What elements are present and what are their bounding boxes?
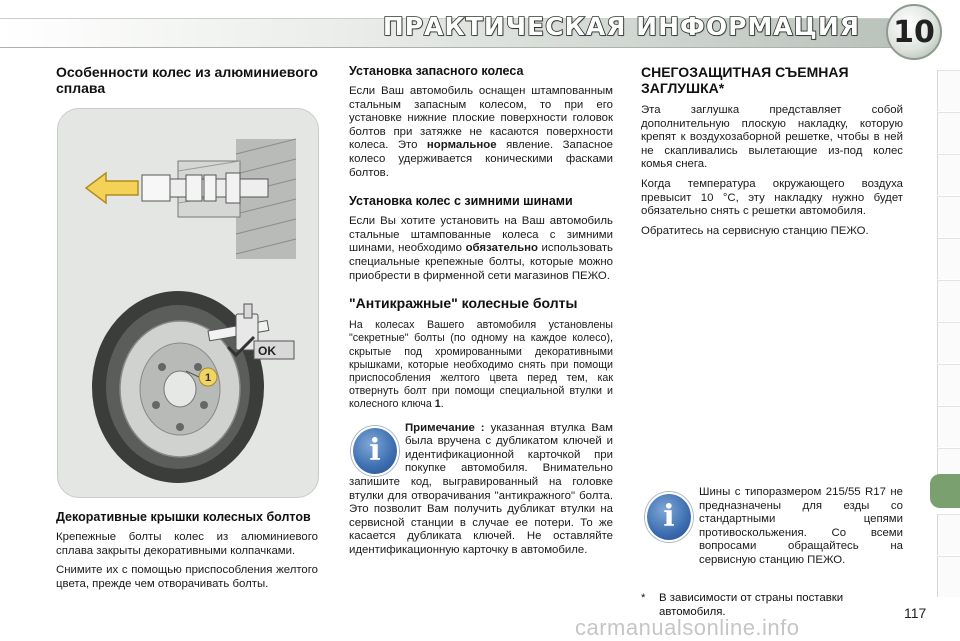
snow-cover-text-2: Когда температура окружающего воздуха превысит 10 °C, эту накладку нужно будет обязательно снять с решетки автомобиля. bbox=[641, 177, 903, 218]
tyre-note bbox=[641, 486, 903, 574]
chapter-tab[interactable] bbox=[937, 406, 960, 447]
page-header bbox=[0, 0, 960, 60]
column-right bbox=[641, 64, 903, 244]
chapter-tab[interactable] bbox=[937, 112, 960, 153]
chapter-tab[interactable] bbox=[937, 238, 960, 279]
chapter-tab[interactable] bbox=[937, 70, 960, 111]
chapter-number: 10 bbox=[893, 14, 935, 50]
footnote-text: В зависимости от страны поставки автомобиля. bbox=[659, 592, 844, 618]
winter-wheels-heading: Установка колес с зимними шинами bbox=[349, 194, 573, 209]
snow-cover-text-3: Обратитесь на сервисную станцию ПЕЖО. bbox=[641, 224, 869, 237]
wheel-illustration bbox=[57, 108, 319, 498]
column-middle bbox=[349, 64, 613, 563]
chapter-badge bbox=[886, 4, 942, 60]
wheel-drawing bbox=[58, 109, 318, 497]
alloy-wheels-heading: Особенности колес из алюминиевого сплава bbox=[56, 64, 318, 96]
chapter-tab[interactable] bbox=[937, 556, 960, 597]
ok-label: OK bbox=[258, 344, 276, 358]
tyre-note-text: Шины с типоразмером 215/55 R17 не предназначены для езды со стандартными цепями противоскольжения. Со всеми вопросами обращайтесь на сервисную станцию ПЕЖО. bbox=[699, 486, 903, 566]
antitheft-bolts-text: На колесах Вашего автомобиля установлены "секретные" болты (по одному на каждое колесо), скрытые под хромированными декоративными крышками, которые необходимо снять при помощи приспособления желтого цвета перед тем, как отвернуть болт при помощи специальной втулки и колесного ключа 1. bbox=[349, 319, 613, 411]
spare-wheel-heading: Установка запасного колеса bbox=[349, 64, 524, 78]
snow-cover-text-1: Эта заглушка представляет собой дополнительную плоскую накладку, которую крепят к воздухозаборной решетке, чтобы в ней не скапливались вылетающие из-под колес комья снега. bbox=[641, 104, 903, 171]
page-number: 117 bbox=[904, 605, 927, 621]
snow-cover-heading: СНЕГОЗАЩИТНАЯ СЪЕМНАЯ ЗАГЛУШКА* bbox=[641, 64, 849, 96]
antitheft-note bbox=[349, 422, 613, 558]
decorative-caps-text-2: Снимите их с помощью приспособления желтого цвета, прежде чем отворачивать болты. bbox=[56, 564, 318, 590]
decorative-caps-heading: Декоративные крышки колесных болтов bbox=[56, 510, 311, 524]
chapter-title: ПРАКТИЧЕСКАЯ ИНФОРМАЦИЯ bbox=[382, 12, 860, 41]
spare-wheel-text: Если Ваш автомобиль оснащен штампованным стальным запасным колесом, то при его установке нижние плоские поверхности головок болтов при затяжке не касаются поверхности колеса. Это нормальное явление. Запасное колесо удерживается коническими фасками болтов. bbox=[349, 85, 613, 179]
callout-number-1: 1 bbox=[205, 372, 212, 384]
winter-wheels-text: Если Вы хотите установить на Ваш автомобиль стальные штампованные колеса с зимними шинами, необходимо обязательно использовать специальные крепежные болты, которые можно приобрести в фирменной сети магазинов ПЕЖО. bbox=[349, 215, 613, 282]
watermark: carmanualsonline.info bbox=[575, 615, 800, 640]
column-left bbox=[56, 64, 318, 104]
column-left-bottom bbox=[56, 510, 318, 597]
chapter-tab[interactable] bbox=[937, 322, 960, 363]
bolt-cross-section bbox=[142, 139, 296, 259]
decorative-caps-text-1: Крепежные болты колес из алюминиевого сплава закрыты декоративными колпачками. bbox=[56, 531, 318, 557]
chapter-tab[interactable] bbox=[937, 364, 960, 405]
info-icon: i bbox=[351, 426, 399, 476]
antitheft-note-text: Примечание : указанная втулка Вам была вручена с дубликатом ключей и идентификационной карточкой при покупке автомобиля. Внимательно запишите код, выгравированный на головке втулки для отворачивания "антикражного" болта. Это позволит Вам получить дубликат втулки на сервисной станции в случае ее потери. То же касается дубликата ключей. Не оставляйте идентификационную карточку в автомобиле. bbox=[349, 421, 614, 556]
info-icon: i bbox=[645, 492, 693, 542]
chapter-tab[interactable] bbox=[937, 280, 960, 321]
antitheft-bolts-heading: "Антикражные" колесные болты bbox=[349, 295, 578, 312]
footnote-marker: * bbox=[641, 592, 646, 604]
chapter-tab-active[interactable] bbox=[930, 474, 960, 508]
removal-arrow bbox=[86, 173, 138, 203]
chapter-tab[interactable] bbox=[937, 514, 960, 555]
chapter-tab[interactable] bbox=[937, 196, 960, 237]
chapter-tab[interactable] bbox=[937, 154, 960, 195]
